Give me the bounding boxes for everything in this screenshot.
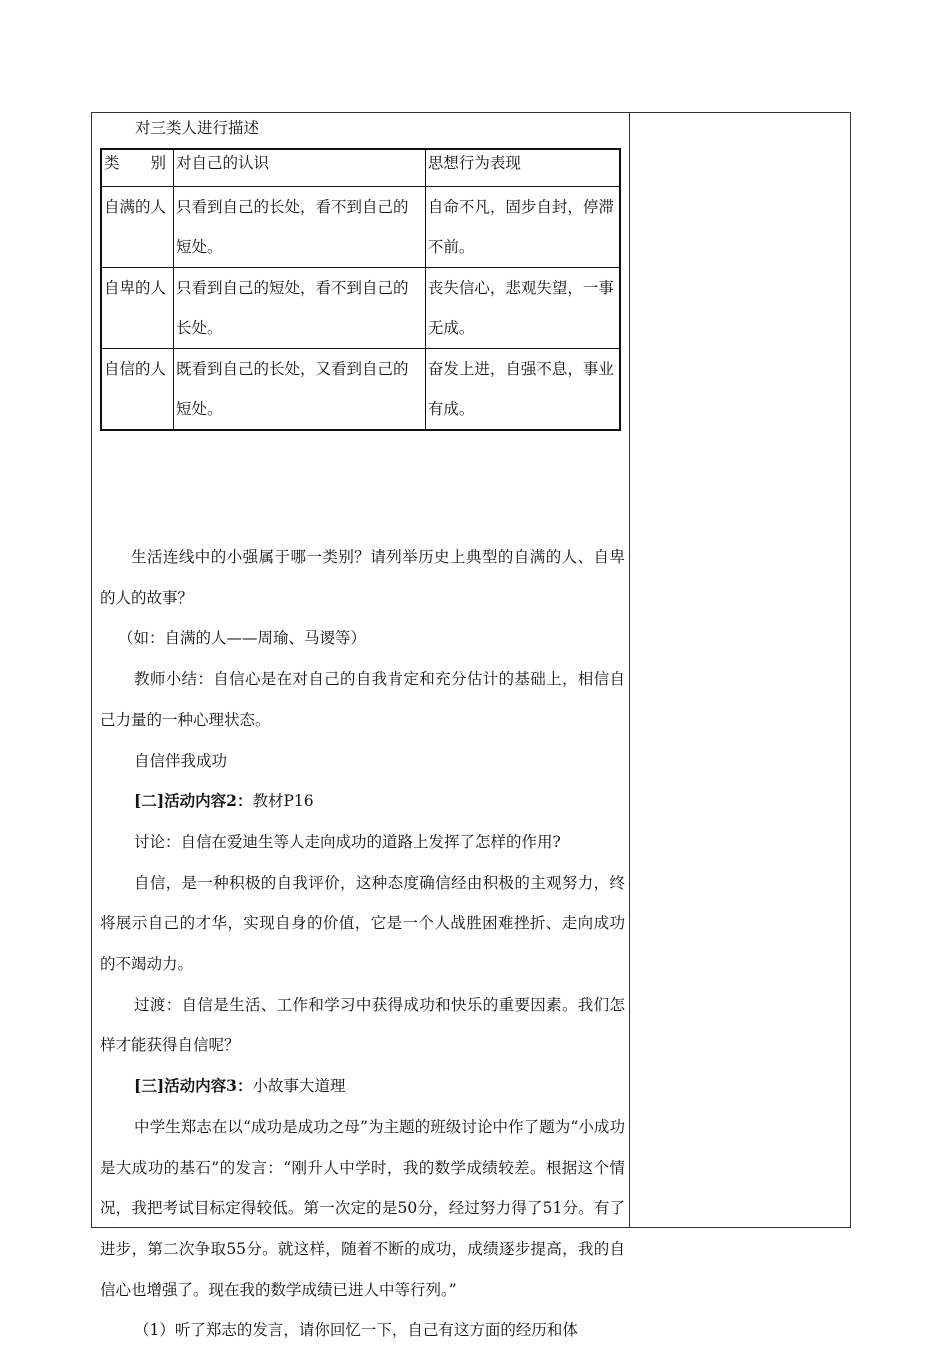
- table-row: [101, 349, 620, 431]
- activity-3-text: 小故事大道理: [252, 1077, 346, 1096]
- activity-3-line: [100, 1066, 625, 1107]
- column-divider: [629, 112, 630, 1228]
- row-cognition: 只看到自己的长处，看不到自己的短处。: [173, 187, 425, 268]
- table-header-row: [101, 149, 620, 187]
- paragraph-confidence: 自信，是一种积极的自我评价，这种态度确信经由积极的主观努力，终将展示自己的才华，实现自身的价值，它是一个人战胜困难挫折、走向成功的不竭动力。: [100, 873, 625, 974]
- row-behavior: 丧失信心，悲观失望，一事无成。: [425, 268, 620, 349]
- row-type: 自信的人: [101, 349, 173, 431]
- row-type: 自卑的人: [101, 268, 173, 349]
- paragraph-example: （如：自满的人——周瑜、马谡等）: [118, 629, 367, 648]
- header-behavior: 思想行为表现: [425, 149, 620, 187]
- activity-2-label: [二]活动内容2：: [134, 791, 253, 811]
- row-cognition: 只看到自己的短处，看不到自己的长处。: [173, 268, 425, 349]
- activity-2-line: [100, 781, 625, 822]
- header-self-cognition: 对自己的认识: [173, 149, 425, 187]
- activity-2-text: 教材P16: [252, 792, 314, 811]
- section-heading: 自信伴我成功: [134, 751, 228, 770]
- paragraph-question: 生活连线中的小强属于哪一类别？请列举历史上典型的自满的人、自卑的人的故事？: [100, 548, 625, 607]
- paragraph-story: 中学生郑志在以“成功是成功之母”为主题的班级讨论中作了题为“小成功是大成功的基石”的发言：“刚升人中学时，我的数学成绩较差。根据这个情况，我把考试目标定得较低。第一次定的是50分，经过努力得了51分。有了进步，第二次争取55分。就这样，随着不断的成功，成绩逐步提高，我的自信心也增强了。现在我的数学成绩已进人中等行列。”: [100, 1117, 625, 1299]
- paragraph-transition: 过渡：自信是生活、工作和学习中获得成功和快乐的重要因素。我们怎样才能获得自信呢？: [100, 995, 625, 1055]
- table-row: [101, 268, 620, 349]
- paragraph-discussion: 讨论：自信在爱迪生等人走向成功的道路上发挥了怎样的作用?: [134, 832, 561, 851]
- body-text: [100, 537, 625, 1351]
- paragraph-question-1: （1）听了郑志的发言，请你回忆一下，自己有这方面的经历和体: [134, 1321, 578, 1340]
- table-row: [101, 187, 620, 268]
- row-cognition: 既看到自己的长处，又看到自己的短处。: [173, 349, 425, 431]
- classification-table: [100, 148, 621, 431]
- row-behavior: 自命不凡，固步自封，停滞不前。: [425, 187, 620, 268]
- row-type: 自满的人: [101, 187, 173, 268]
- row-behavior: 奋发上进，自强不息，事业有成。: [425, 349, 620, 431]
- intro-line: 对三类人进行描述: [135, 119, 260, 137]
- header-category: 类 别: [101, 149, 173, 187]
- activity-3-label: [三]活动内容3：: [134, 1076, 253, 1096]
- paragraph-teacher-summary: 教师小结：自信心是在对自己的自我肯定和充分估计的基础上，相信自己力量的一种心理状态。: [100, 670, 625, 729]
